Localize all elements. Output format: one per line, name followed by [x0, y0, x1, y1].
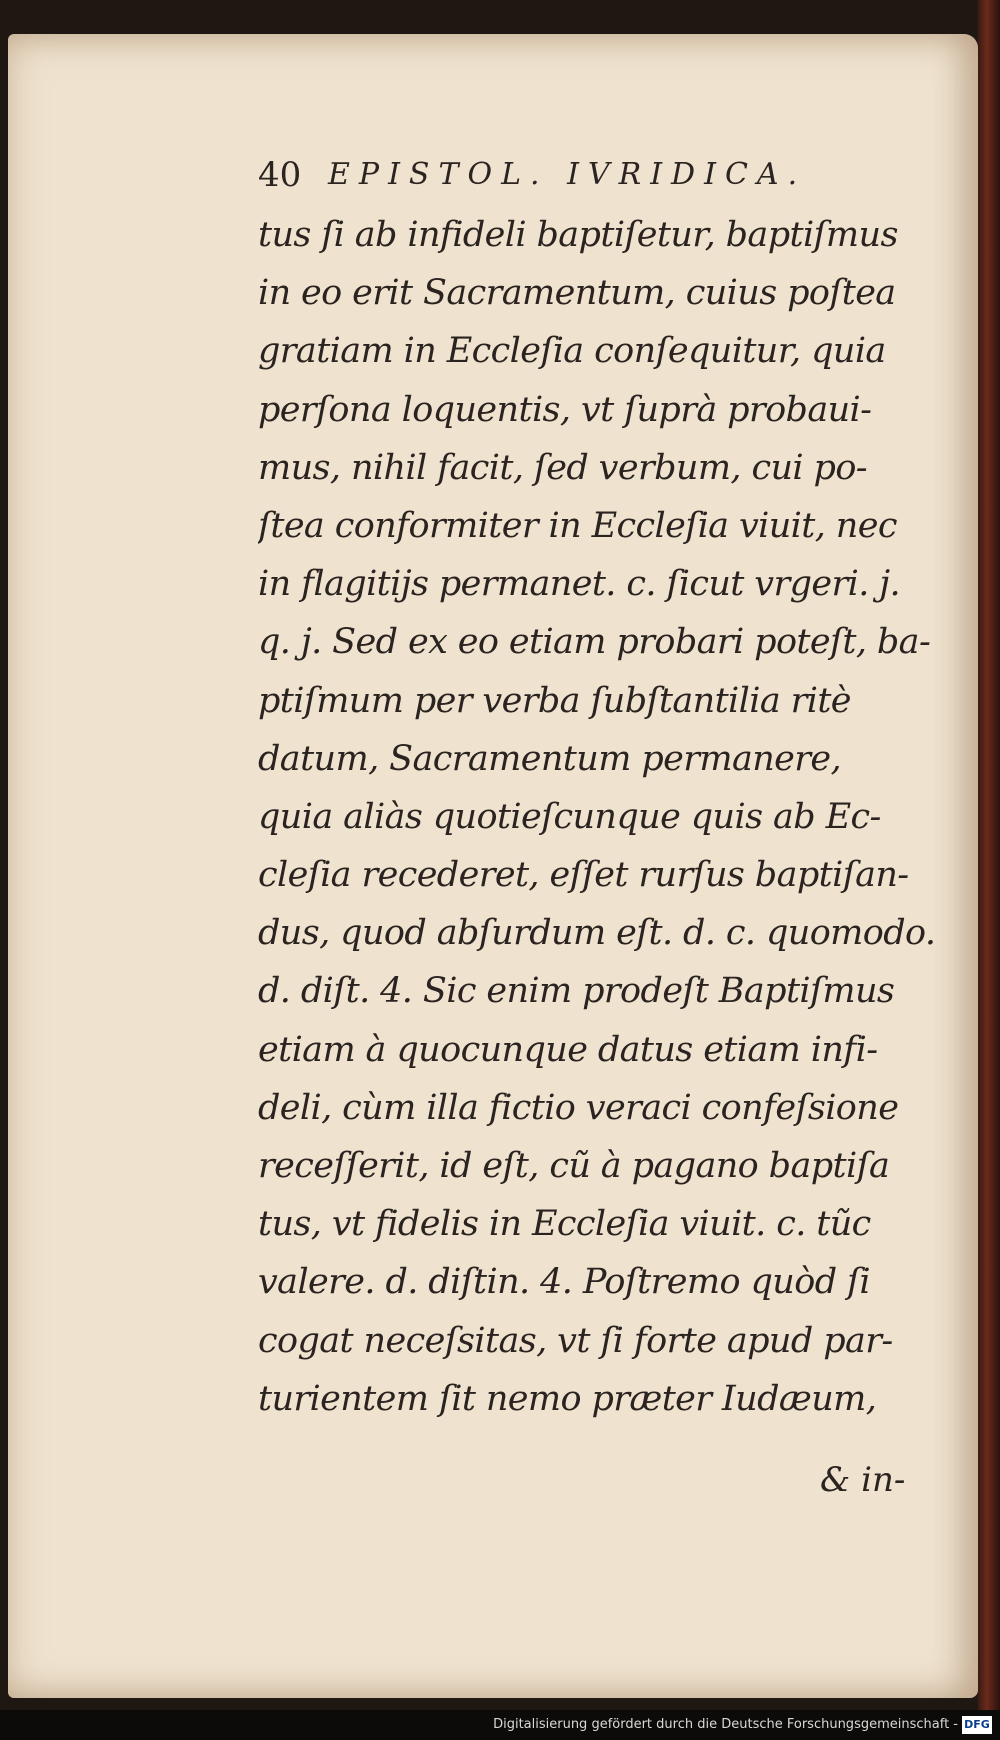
text-line: dus, quod abſurdum eſt. d. c. quomodo.: [258, 913, 936, 954]
text-line: gratiam in Eccleſia conſequitur, quia: [258, 331, 886, 372]
text-line: perſona loquentis, vt ſuprà probaui-: [258, 389, 872, 430]
body-text: [258, 206, 948, 1428]
text-line: mus, nihil facit, ſed verbum, cui po-: [258, 447, 868, 488]
catchword: & in-: [820, 1460, 906, 1500]
digitization-credit: Digitalisierung gefördert durch die Deutsche Forschungsgemeinschaft -: [493, 1717, 958, 1732]
text-line: cogat neceſsitas, vt ſi forte apud par-: [258, 1320, 893, 1361]
dfg-logo: DFG: [962, 1716, 992, 1734]
book-spine-edge: [978, 0, 1000, 1740]
text-line: in eo erit Sacramentum, cuius poſtea: [258, 273, 896, 314]
text-line: ptiſmum per verba ſubſtantilia ritè: [258, 680, 851, 721]
text-line: datum, Sacramentum permanere,: [258, 738, 842, 779]
page-header: [258, 150, 858, 200]
text-line: ſtea conformiter in Eccleſia viuit, nec: [258, 505, 897, 546]
text-line: d. diſt. 4. Sic enim prodeſt Baptiſmus: [258, 971, 895, 1012]
text-line: etiam à quocunque datus etiam infi-: [258, 1029, 878, 1070]
text-line: valere. d. diſtin. 4. Poſtremo quòd ſi: [258, 1262, 870, 1303]
text-line: in flagitijs permanet. c. ſicut vrgeri. j.: [258, 564, 901, 605]
text-line: turientem ſit nemo præter Iudæum,: [258, 1378, 877, 1419]
text-line: tus, vt fidelis in Eccleſia viuit. c. tũc: [258, 1204, 871, 1245]
text-line: receſſerit, id eſt, cũ à pagano baptiſa: [258, 1146, 890, 1186]
text-line: deli, cùm illa fictio veraci confeſsione: [258, 1087, 899, 1128]
text-line: quia aliàs quotieſcunque quis ab Ec-: [258, 796, 881, 837]
text-line: q. j. Sed ex eo etiam probari poteſt, ba-: [258, 622, 931, 663]
text-line: cleſia recederet, eſſet rurſus baptiſan-: [258, 855, 909, 896]
text-line: tus ſi ab infideli baptiſetur, baptiſmus: [258, 215, 898, 255]
page-number: 40: [258, 155, 302, 195]
running-title: EPISTOL. IVRIDICA.: [328, 157, 807, 192]
